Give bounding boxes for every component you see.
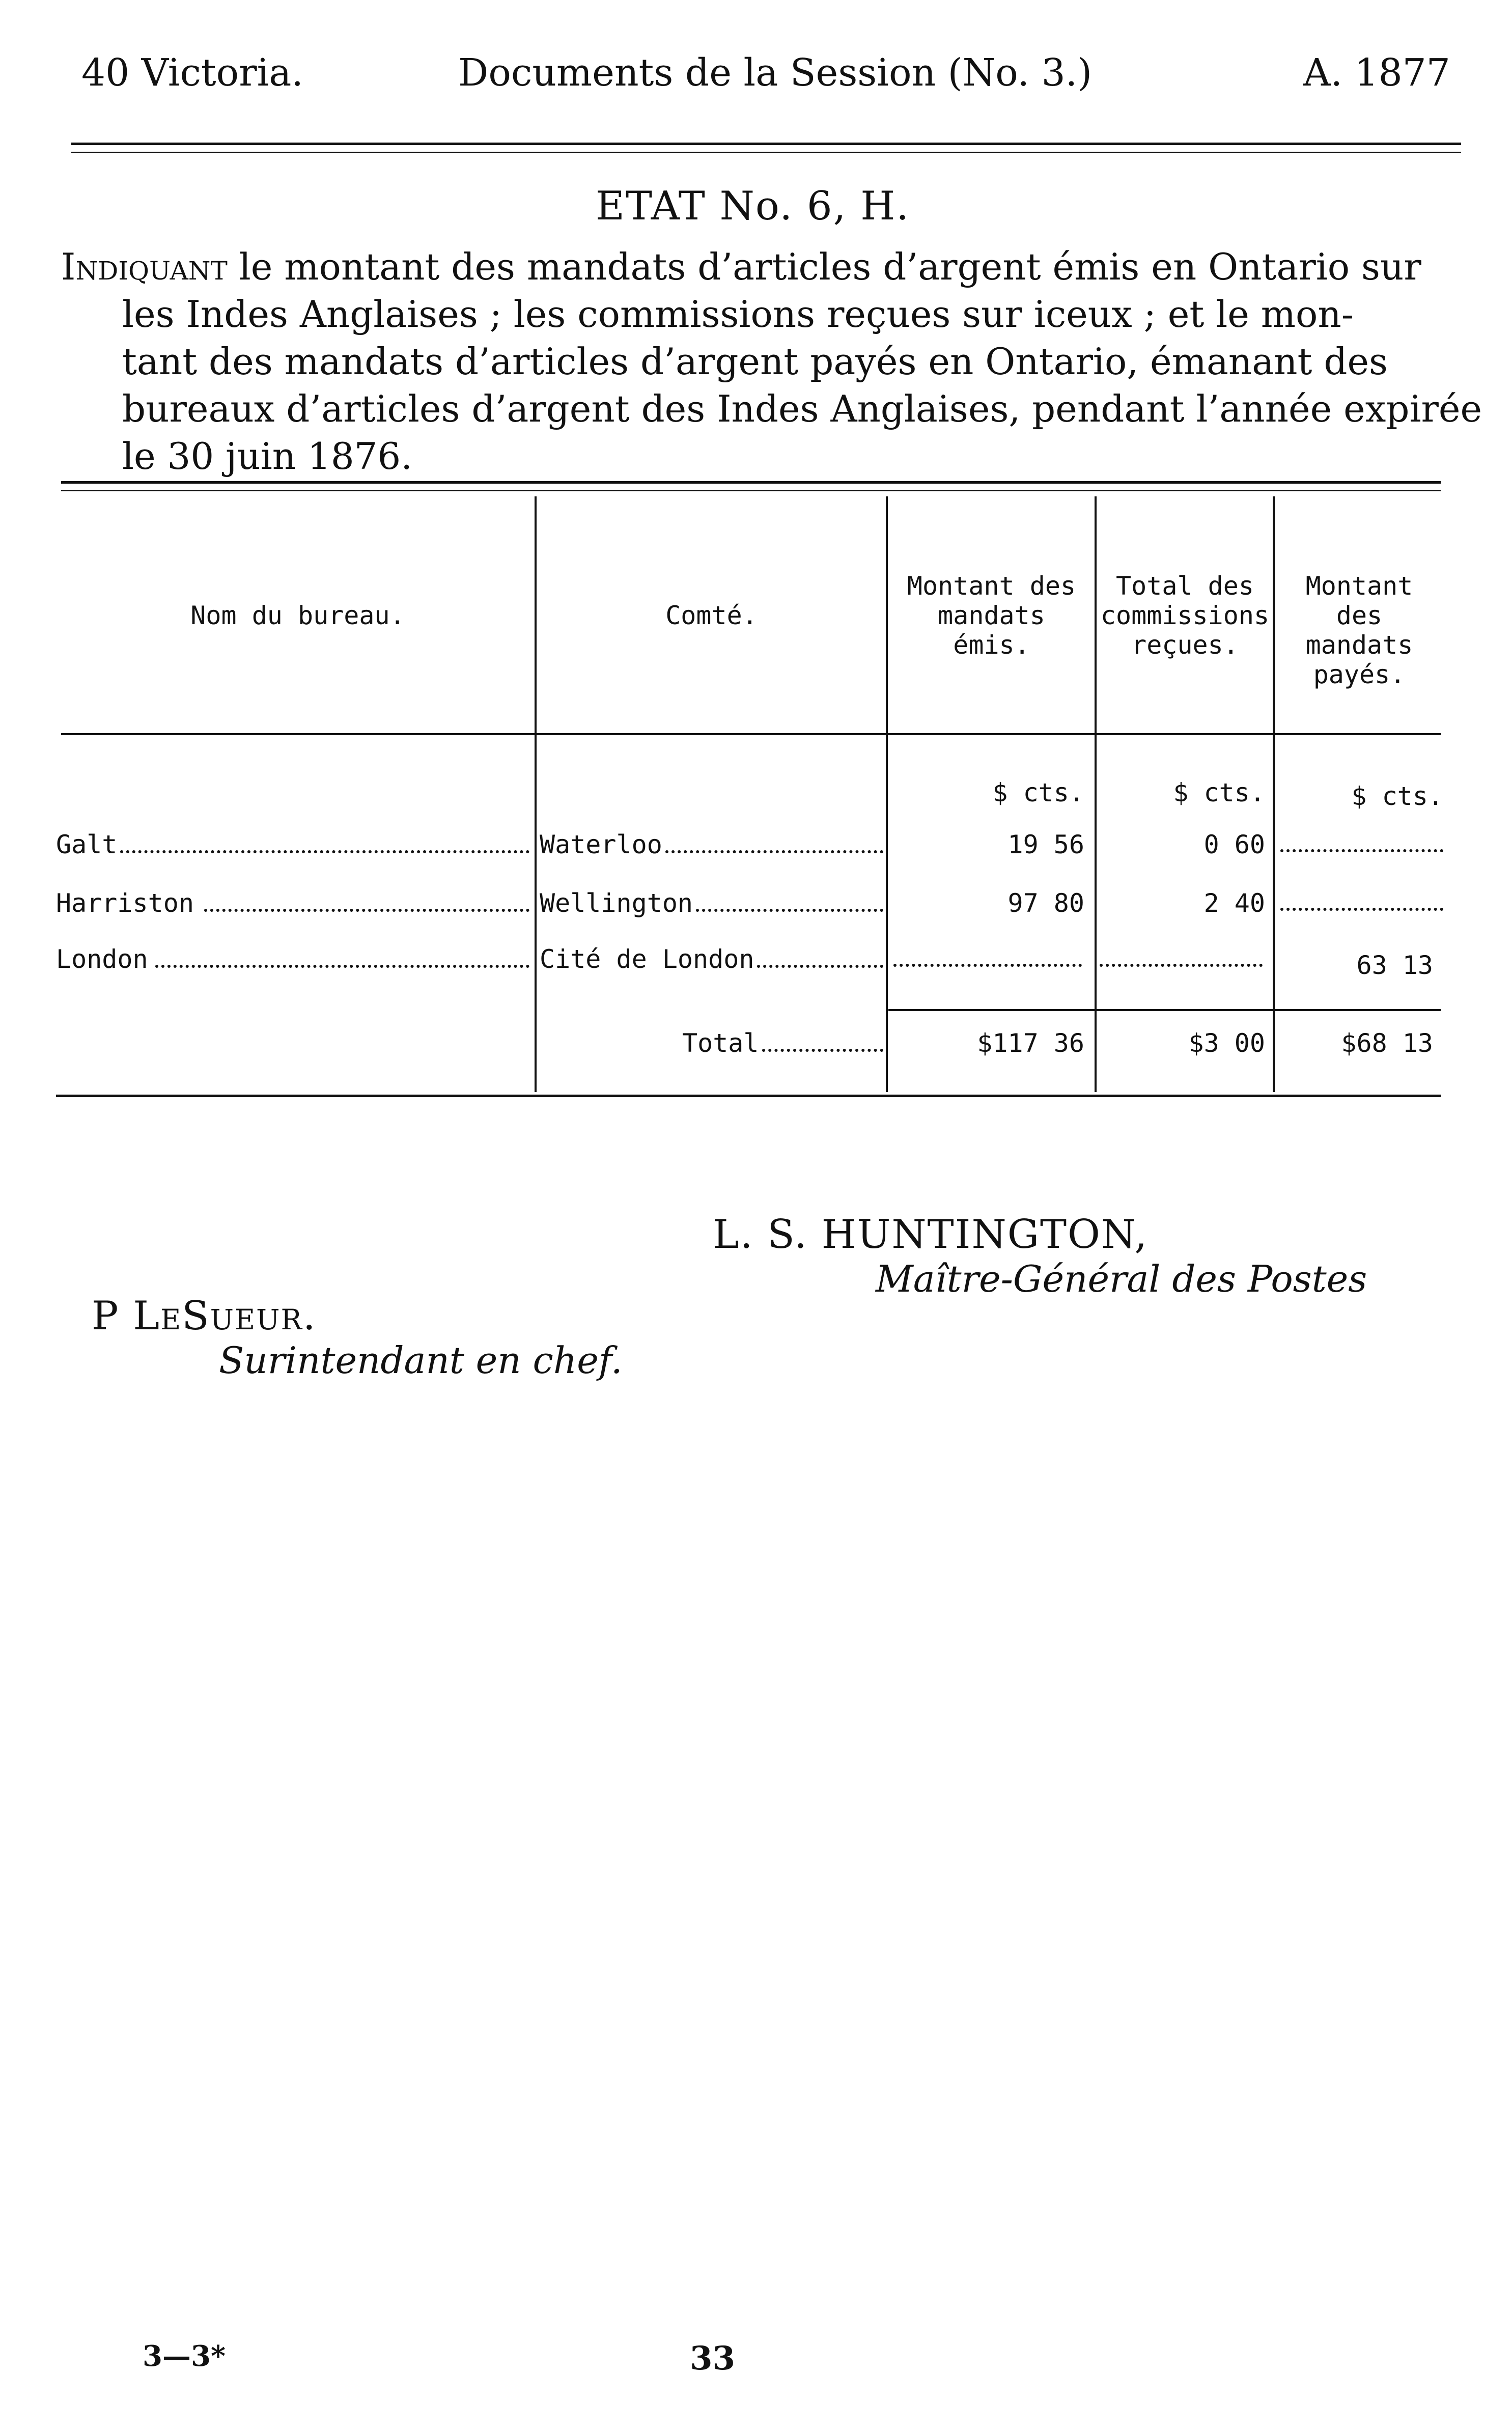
header-rule-top xyxy=(71,143,1461,145)
statement-description xyxy=(61,243,1482,480)
unit-emis: $ cts. xyxy=(992,778,1084,807)
leader-dots xyxy=(762,1049,883,1052)
bureau-name: London xyxy=(56,944,148,974)
statement-title: ETAT No. 6, H. xyxy=(596,183,910,229)
leader-dots xyxy=(757,965,883,968)
signature-huntington-title: Maître-Général des Postes xyxy=(876,1258,1367,1300)
bureau-name: Galt xyxy=(56,830,118,859)
lead-word: Indiquant xyxy=(61,245,228,288)
description-line: le 30 juin 1876. xyxy=(122,435,413,478)
total-row xyxy=(56,1028,1446,1064)
description-line: tant des mandats d’articles d’argent payés en Ontario, émanant des xyxy=(122,340,1388,383)
column-separator xyxy=(886,496,888,1092)
total-rule xyxy=(888,1009,1441,1011)
leader-dots xyxy=(1280,849,1443,852)
table-row xyxy=(56,888,1446,924)
total-montant-payes: $68 13 xyxy=(1341,1028,1433,1058)
cell-commissions: 2 40 xyxy=(1203,888,1265,918)
header-line: mandats xyxy=(938,601,1045,630)
bureau-name: Harriston xyxy=(56,888,194,918)
signature-huntington-name: L. S. HUNTINGTON, xyxy=(713,1212,1149,1258)
column-separator xyxy=(1095,496,1097,1092)
total-montant-emis: $117 36 xyxy=(977,1028,1084,1058)
cell-comte xyxy=(540,944,883,974)
description-line: bureaux d’articles d’argent des Indes Anglaises, pendant l’année expirée xyxy=(122,387,1482,430)
total-label-text: Total xyxy=(682,1028,759,1058)
leader-dots xyxy=(696,909,883,912)
signature-mark: 3—3* xyxy=(143,2339,226,2373)
cell-montant-payes: 63 13 xyxy=(1356,951,1433,980)
cell-bureau xyxy=(56,944,529,974)
column-separator xyxy=(535,496,537,1092)
header-rule-bottom xyxy=(71,152,1461,153)
header-line: des mandats xyxy=(1305,601,1413,660)
running-header-center: Documents de la Session (No. 3.) xyxy=(458,51,1093,95)
leader-dots xyxy=(1280,908,1443,911)
cell-comte xyxy=(540,830,883,859)
header-line: Total des xyxy=(1116,571,1254,601)
header-line: payés. xyxy=(1313,660,1406,689)
leader-dots xyxy=(120,850,529,853)
description-line: le montant des mandats d’articles d’argent émis en Ontario sur xyxy=(239,245,1421,288)
header-line: commissions xyxy=(1100,601,1270,630)
cell-bureau xyxy=(56,830,529,859)
page-number: 33 xyxy=(690,2339,736,2378)
leader-dots xyxy=(204,909,529,912)
running-header-right: A. 1877 xyxy=(1303,51,1450,95)
column-header-montant-payes xyxy=(1275,571,1443,689)
table-row xyxy=(56,830,1446,865)
table-bottom-rule xyxy=(56,1095,1441,1097)
header-line: reçues. xyxy=(1131,630,1239,660)
running-header-left: 40 Victoria. xyxy=(81,51,303,95)
header-line: Montant des xyxy=(907,571,1076,601)
cell-montant-emis: 97 80 xyxy=(1007,888,1084,918)
header-line: émis. xyxy=(953,630,1030,660)
leader-dots xyxy=(665,850,883,853)
table-row xyxy=(56,944,1446,980)
unit-payes: $ cts. xyxy=(1351,781,1443,811)
signature-lesueur-name: P LeSueur. xyxy=(92,1293,317,1339)
table-top-rule xyxy=(61,481,1441,484)
table-header-rule xyxy=(61,733,1441,735)
column-header-comte: Comté. xyxy=(665,601,758,630)
leader-dots xyxy=(1100,964,1263,967)
cell-commissions: 0 60 xyxy=(1203,830,1265,859)
column-separator xyxy=(1273,496,1275,1092)
comte-name: Waterloo xyxy=(540,830,662,859)
description-line: les Indes Anglaises ; les commissions reçues sur iceux ; et le mon- xyxy=(122,293,1354,336)
header-line: Montant xyxy=(1305,571,1413,601)
comte-name: Wellington xyxy=(540,888,693,918)
column-header-commissions xyxy=(1097,571,1273,660)
unit-commissions: $ cts. xyxy=(1173,778,1265,807)
column-header-bureau: Nom du bureau. xyxy=(190,601,405,630)
cell-comte xyxy=(540,888,883,918)
cell-bureau xyxy=(56,888,529,918)
table-top-rule-thin xyxy=(61,490,1441,491)
cell-montant-emis: 19 56 xyxy=(1007,830,1084,859)
leader-dots xyxy=(155,965,529,968)
signature-lesueur-title: Surintendant en chef. xyxy=(219,1339,623,1382)
total-label xyxy=(682,1028,883,1058)
column-header-montant-emis xyxy=(888,571,1095,660)
total-commissions: $3 00 xyxy=(1188,1028,1265,1058)
comte-name: Cité de London xyxy=(540,944,754,974)
leader-dots xyxy=(893,964,1082,967)
